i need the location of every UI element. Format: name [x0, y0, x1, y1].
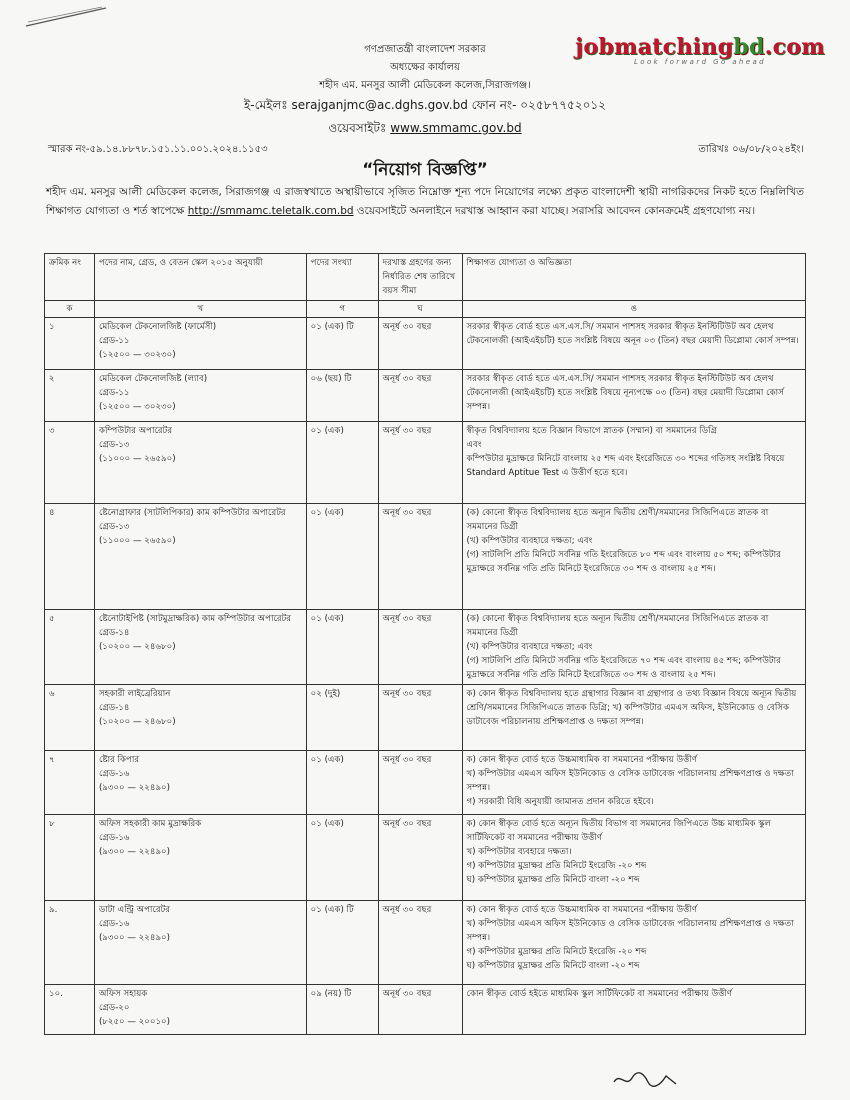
cell-count: ০২ (দুই) [306, 685, 378, 751]
table-row [45, 985, 806, 1035]
cell-qualification: ক) কোন স্বীকৃত বোর্ড হতে অন্যূন দ্বিতীয় বিভাগ বা সমমানের জিপিএতে উচ্চ মাধ্যমিক স্কুল সার্টিফিকেট বা সমমানের পরীক্ষায় উত্তীর্ণ খ) কম্পিউটার ব্যবহারে দক্ষতা। গ) কম্পিউটার মুদ্রাক্ষর প্রতি মিনিটে ইংরেজি -২০ শব্দ ঘ) কম্পিউটার মুদ্রাক্ষর প্রতি মিনিটে বাংলা -২০ শব্দ [462, 815, 806, 901]
letter-cell: খ [94, 301, 306, 318]
cell-qualification: কোন স্বীকৃত বোর্ড হইতে মাধ্যমিক স্কুল সার্টিফিকেট বা সমমানের পরীক্ষায় উত্তীর্ণ [462, 985, 806, 1035]
cell-age: অনূর্ধ ৩০ বছর [378, 751, 462, 815]
cell-qualification: ক) কোন স্বীকৃত বিশ্ববিদ্যালয় হতে গ্রন্থাগার বিজ্ঞান বা গ্রন্থাগার ও তথ্য বিজ্ঞান বিষয়ে অন্যূন দ্বিতীয় শ্রেণি/সমমানের সিজিপিএতে স্নাতক ডিগ্রি; খ) কম্পিউটার এমএস অফিস, ইউনিকোড ও বেসিক ডাটাবেজ পরিচালনায় প্রশিক্ষণপ্রাপ্ত ও দক্ষতা সম্পন্ন। [462, 685, 806, 751]
intro-paragraph: শহীদ এম. মনসুর আলী মেডিকেল কলেজ, সিরাজগঞ্জ এ রাজস্বখাতে অস্থায়ীভাবে সৃজিত নিম্নোক্ত শূন্য পদে নিয়োগের লক্ষ্যে প্রকৃত বাংলাদেশী স্থায়ী নাগরিকদের নিকট হতে নিম্নলিখিত শিক্ষাগত যোগ্যতা ও শর্ত স্বাপেক্ষে http://smmamc.teletalk.com.bd ওয়েবসাইটে অনলাইনে দরখাস্ত আহ্বান করা যাচ্ছে। সরাসরি আবেদন কোনক্রমেই গ্রহণযোগ্য নয়। [46, 186, 804, 217]
cell-serial: ৪ [45, 504, 95, 610]
watermark-tagline: Look forward Go ahead [633, 58, 767, 66]
website-line: ওয়েবসাইটঃ www.smmamc.gov.bd [328, 121, 522, 135]
signature [610, 1068, 680, 1090]
cell-qualification: (ক) কোনো স্বীকৃত বিশ্ববিদ্যালয় হতে অন্যূন দ্বিতীয় শ্রেণী/সমমানের সিজিপিএতে স্নাতক বা সমমানের ডিগ্রী (খ) কম্পিউটার ব্যবহারে দক্ষতা; এবং (গ) সাটলিপি প্রতি মিনিটে সর্বনিম্ন গতি ইংরেজিতে ৭০ শব্দ এবং বাংলায় ৪৫ শব্দ; কম্পিউটার মুদ্রাক্ষরে সর্বনিম্ন গতি প্রতি মিনিটে ইংরেজিতে ৩০ শব্দ ও বাংলায় ২৫ শব্দ। [462, 610, 806, 685]
cell-age: অনূর্ধ ৩০ বছর [378, 901, 462, 985]
cell-count: ০১ (এক) টি [306, 318, 378, 370]
cell-post: অফিস সহকারী কাম মুদ্রাক্ষরিক গ্রেড-১৬ (৯৩০০ — ২২৪৯০) [94, 815, 306, 901]
cell-count: ০১ (এক) টি [306, 901, 378, 985]
website-link[interactable]: www.smmamc.gov.bd [390, 121, 522, 135]
cell-age: অনূর্ধ ৩০ বছর [378, 815, 462, 901]
cell-qualification: সরকার স্বীকৃত বোর্ড হতে এস.এস.সি/ সমমান পাশসহ সরকার স্বীকৃত ইনস্টিটিউট অব হেলথ টেকনোলজী (আইএইচটি) হতে সংশ্লিষ্ট বিষয়ে নূন্যপক্ষে ০৩ (তিন) বছর মেয়াদী ডিপ্লোমা কোর্স সম্পন্ন। [462, 370, 806, 422]
cell-post: ষ্টোর কিপার গ্রেড-১৬ (৯৩০০ — ২২৪৯০) [94, 751, 306, 815]
cell-age: অনূর্ধ ৩০ বছর [378, 318, 462, 370]
cell-post: কম্পিউটার অপারেটর গ্রেড-১৩ (১১০০০ — ২৬৫৯০) [94, 422, 306, 504]
header-post: পদের নাম, গ্রেড, ও বেতন স্কেল ২০১৫ অনুযায়ী [94, 254, 306, 301]
cell-count: ০৬ (ছয়) টি [306, 370, 378, 422]
cell-serial: ৫ [45, 610, 95, 685]
cell-serial: ৬ [45, 685, 95, 751]
header-count: পদের সংখ্যা [306, 254, 378, 301]
cell-qualification: সরকার স্বীকৃত বোর্ড হতে এস.এস.সি/ সমমান পাশসহ সরকার স্বীকৃত ইনস্টিটিউট অব হেলথ টেকনোলজী (আইএইচটি) হতে সংশ্লিষ্ট বিষয়ে অনূন ০৩ (তিন) বছর মেয়াদী ডিপ্লোমা কোর্স সম্পন্ন। [462, 318, 806, 370]
header-serial: ক্রমিক নং [45, 254, 95, 301]
cell-count: ০১ (এক) [306, 815, 378, 901]
cell-count: ০৯ (নয়) টি [306, 985, 378, 1035]
cell-age: অনূর্ধ ৩০ বছর [378, 685, 462, 751]
govt-name: গণপ্রজাতন্ত্রী বাংলাদেশ সরকার [364, 44, 486, 55]
cell-serial: ৩ [45, 422, 95, 504]
letter-cell: ক [45, 301, 95, 318]
cell-age: অনূর্ধ ৩০ বছর [378, 610, 462, 685]
cell-serial: ৮ [45, 815, 95, 901]
notice-date: তারিখঃ ০৬/০৮/২০২৪ইং। [698, 144, 804, 155]
table-letter-row [45, 301, 806, 318]
cell-serial: ৯. [45, 901, 95, 985]
cell-age: অনূর্ধ ৩০ বছর [378, 985, 462, 1035]
cell-serial: ১০. [45, 985, 95, 1035]
cell-count: ০১ (এক) [306, 751, 378, 815]
cell-post: ষ্টেনোগ্রাফার (সাটলিপিকার) কাম কম্পিউটার অপারেটর গ্রেড-১৩ (১১০০০ — ২৬৫৯০) [94, 504, 306, 610]
header-age: দরখাস্ত গ্রহণের জন্য নির্ধারিত শেষ তারিখে বয়স সীমা [378, 254, 462, 301]
letter-cell: গ [306, 301, 378, 318]
scan-mark [22, 4, 110, 30]
header-qualification: শিক্ষাগত যোগ্যতা ও অভিজ্ঞতা [462, 254, 806, 301]
cell-post: মেডিকেল টেকনোলজিষ্ট (ফার্মেসী) গ্রেড-১১ (১২৫০০ — ৩০২৩০) [94, 318, 306, 370]
email-address[interactable]: serajganjmc@ac.dghs.gov.bd [291, 98, 468, 112]
cell-age: অনূর্ধ ৩০ বছর [378, 422, 462, 504]
table-header-row [45, 254, 806, 301]
letter-cell: ঘ [378, 301, 462, 318]
cell-serial: ৭ [45, 751, 95, 815]
office-name: অধ্যক্ষের কার্যালয় [390, 62, 460, 73]
table-row [45, 751, 806, 815]
cell-post: অফিস সহায়ক গ্রেড-২০ (৮২৫০ — ২০০১০) [94, 985, 306, 1035]
vacancy-table [44, 253, 806, 1035]
table-row [45, 422, 806, 504]
table-row [45, 318, 806, 370]
cell-post: সহকারী লাইব্রেরিয়ান গ্রেড-১৪ (১০২০০ — ২৪৬৮০) [94, 685, 306, 751]
cell-age: অনূর্ধ ৩০ বছর [378, 370, 462, 422]
table-row [45, 610, 806, 685]
letter-cell: ঙ [462, 301, 806, 318]
contact-line: ই-মেইলঃ serajganjmc@ac.dghs.gov.bd ফোন নং- ০২৫৮৭৭৫২০১২ [244, 98, 606, 112]
cell-qualification: স্বীকৃত বিশ্ববিদ্যালয় হতে বিজ্ঞান বিভাগে স্নাতক (সম্মান) বা সমমানের ডিগ্রি এবং কম্পিউটার মুদ্রাক্ষরে মিনিটে বাংলায় ২৫ শব্দ এবং ইংরেজিতে ৩০ শব্দের গতিসহ সংশ্লিষ্ট বিষয়ে Standard Aptitue Test এ উত্তীর্ণ হতে হবে। [462, 422, 806, 504]
table-row [45, 504, 806, 610]
watermark-brand: jobmatchingbd.com [575, 34, 825, 60]
phone-number: ০২৫৮৭৭৫২০১২ [520, 98, 606, 112]
memo-number: স্মারক নং-৫৯.১৪.৮৮৭৮.১৫১.১১.০০১.২০২৪.১১৫৩ [48, 144, 268, 155]
table-row [45, 815, 806, 901]
cell-age: অনূর্ধ ৩০ বছর [378, 504, 462, 610]
application-link[interactable]: http://smmamc.teletalk.com.bd [187, 205, 354, 217]
cell-serial: ১ [45, 318, 95, 370]
cell-post: ষ্টেনোটাইপিষ্ট (সাটমুদ্রাক্ষরিক) কাম কম্পিউটার অপারেটর গ্রেড-১৪ (১০২০০ — ২৪৬৮০) [94, 610, 306, 685]
table-row [45, 901, 806, 985]
cell-post: মেডিকেল টেকনোলজিষ্ট (ল্যাব) গ্রেড-১১ (১২৫০০ — ৩০২৩০) [94, 370, 306, 422]
cell-qualification: ক) কোন স্বীকৃত বোর্ড হতে উচ্চমাধ্যমিক বা সমমানের পরীক্ষায় উত্তীর্ণ খ) কম্পিউটার এমএস অফিস ইউনিকোড ও বেসিক ডাটাবেজ পরিচালনায় প্রশিক্ষণপ্রাপ্ত ও দক্ষতা সম্পন্ন। গ) কম্পিউটার মুদ্রাক্ষর প্রতি মিনিটে ইংরেজি -২০ শব্দ ঘ) কম্পিউটার মুদ্রাক্ষর প্রতি মিনিটে বাংলা -২০ শব্দ [462, 901, 806, 985]
table-row [45, 685, 806, 751]
cell-post: ডাটা এন্ট্রি অপারেটর গ্রেড-১৬ (৯৩০০ — ২২৪৯০) [94, 901, 306, 985]
cell-count: ০১ (এক) [306, 610, 378, 685]
notice-title: “নিয়োগ বিজ্ঞপ্তি” [362, 160, 488, 180]
cell-qualification: ক) কোন স্বীকৃত বোর্ড হতে উচ্চমাধ্যমিক বা সমমানের পরীক্ষায় উত্তীর্ণ খ) কম্পিউটার এমএস অফিস ইউনিকোড ও বেসিক ডাটাবেজ পরিচালনায় প্রশিক্ষণপ্রাপ্ত ও দক্ষতা সম্পন্ন। গ) সরকারী বিধি অনুযায়ী জামানত প্রদান করিতে হইবে। [462, 751, 806, 815]
cell-qualification: (ক) কোনো স্বীকৃত বিশ্ববিদ্যালয় হতে অন্যূন দ্বিতীয় শ্রেণী/সমমানের সিজিপিএতে স্নাতক বা সমমানের ডিগ্রী (খ) কম্পিউটার ব্যবহারে দক্ষতা; এবং (গ) সাটলিপি প্রতি মিনিটে সর্বনিম্ন গতি ইংরেজিতে ৮০ শব্দ এবং বাংলায় ৫০ শব্দ; কম্পিউটার মুদ্রাক্ষরে সর্বনিম্ন গতি প্রতি মিনিটে ইংরেজিতে ৩০ শব্দ ও বাংলায় ২৫ শব্দ। [462, 504, 806, 610]
cell-serial: ২ [45, 370, 95, 422]
cell-count: ০১ (এক) [306, 422, 378, 504]
college-name: শহীদ এম. মনসুর আলী মেডিকেল কলেজ,সিরাজগঞ্জ। [319, 80, 531, 91]
cell-count: ০১ (এক) [306, 504, 378, 610]
table-row [45, 370, 806, 422]
